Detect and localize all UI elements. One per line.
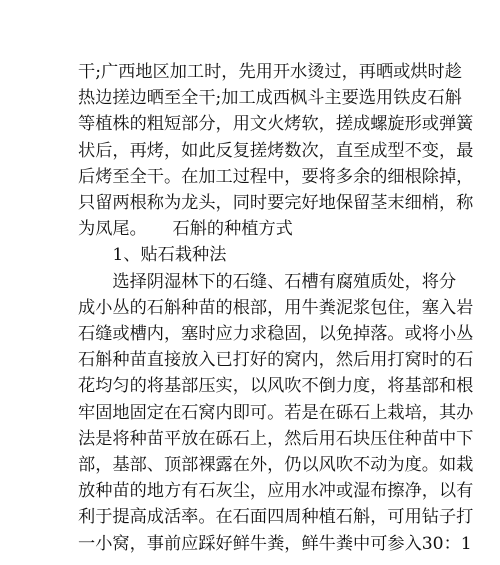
text-line: 选择阴湿林下的石缝、石槽有腐殖质处，将分 <box>78 271 457 292</box>
text-line: 牢固地固定在石窝内即可。若是在砾石上栽培，其办 <box>78 402 474 423</box>
text-line: 状后，再烤，如此反复搓烤数次，直至成型不变，最 <box>78 140 474 161</box>
text-line: 石缝或槽内，塞时应力求稳固，以免掉落。或将小丛 <box>78 324 474 344</box>
text-line: 花均匀的将基部压实，以风吹不倒力度，将基部和根 <box>78 376 474 397</box>
text-line: 等植株的粗短部分，用文火烤软，搓成螺旋形或弹簧 <box>78 114 474 135</box>
text-line: 为凤尾。 石斛的种植方式 <box>78 219 293 240</box>
text-line: 石斛种苗直接放入已打好的窝内，然后用打窝时的石 <box>78 350 474 371</box>
text-line: 只留两根称为龙头，同时要完好地保留茎末细梢，称 <box>78 193 474 213</box>
text-line: 后烤至全干。在加工过程中，要将多余的细根除掉， <box>78 166 474 187</box>
text-line: 一小窝，事前应踩好鲜牛粪，鲜牛粪中可参入30：1 <box>78 533 472 554</box>
text-line: 法是将种苗平放在砾石上，然后用石块压住种苗中下 <box>78 428 474 449</box>
text-line: 利于提高成活率。在石面四周种植石斛，可用钻子打 <box>78 507 474 528</box>
text-line: 放种苗的地方有石灰尘，应用水冲或湿布擦净，以有 <box>78 481 474 502</box>
text-line: 热边搓边晒至全干;加工成西枫斗主要选用铁皮石斛 <box>78 88 462 109</box>
text-line: 部，基部、顶部裸露在外，仍以风吹不动为度。如栽 <box>78 455 474 475</box>
text-line: 干;广西地区加工时，先用开水烫过，再晒或烘时趁 <box>78 62 462 82</box>
section-heading: 1、贴石栽种法 <box>78 245 227 266</box>
text-line: 成小丛的石斛种苗的根部，用牛粪泥浆包住，塞入岩 <box>78 297 474 318</box>
